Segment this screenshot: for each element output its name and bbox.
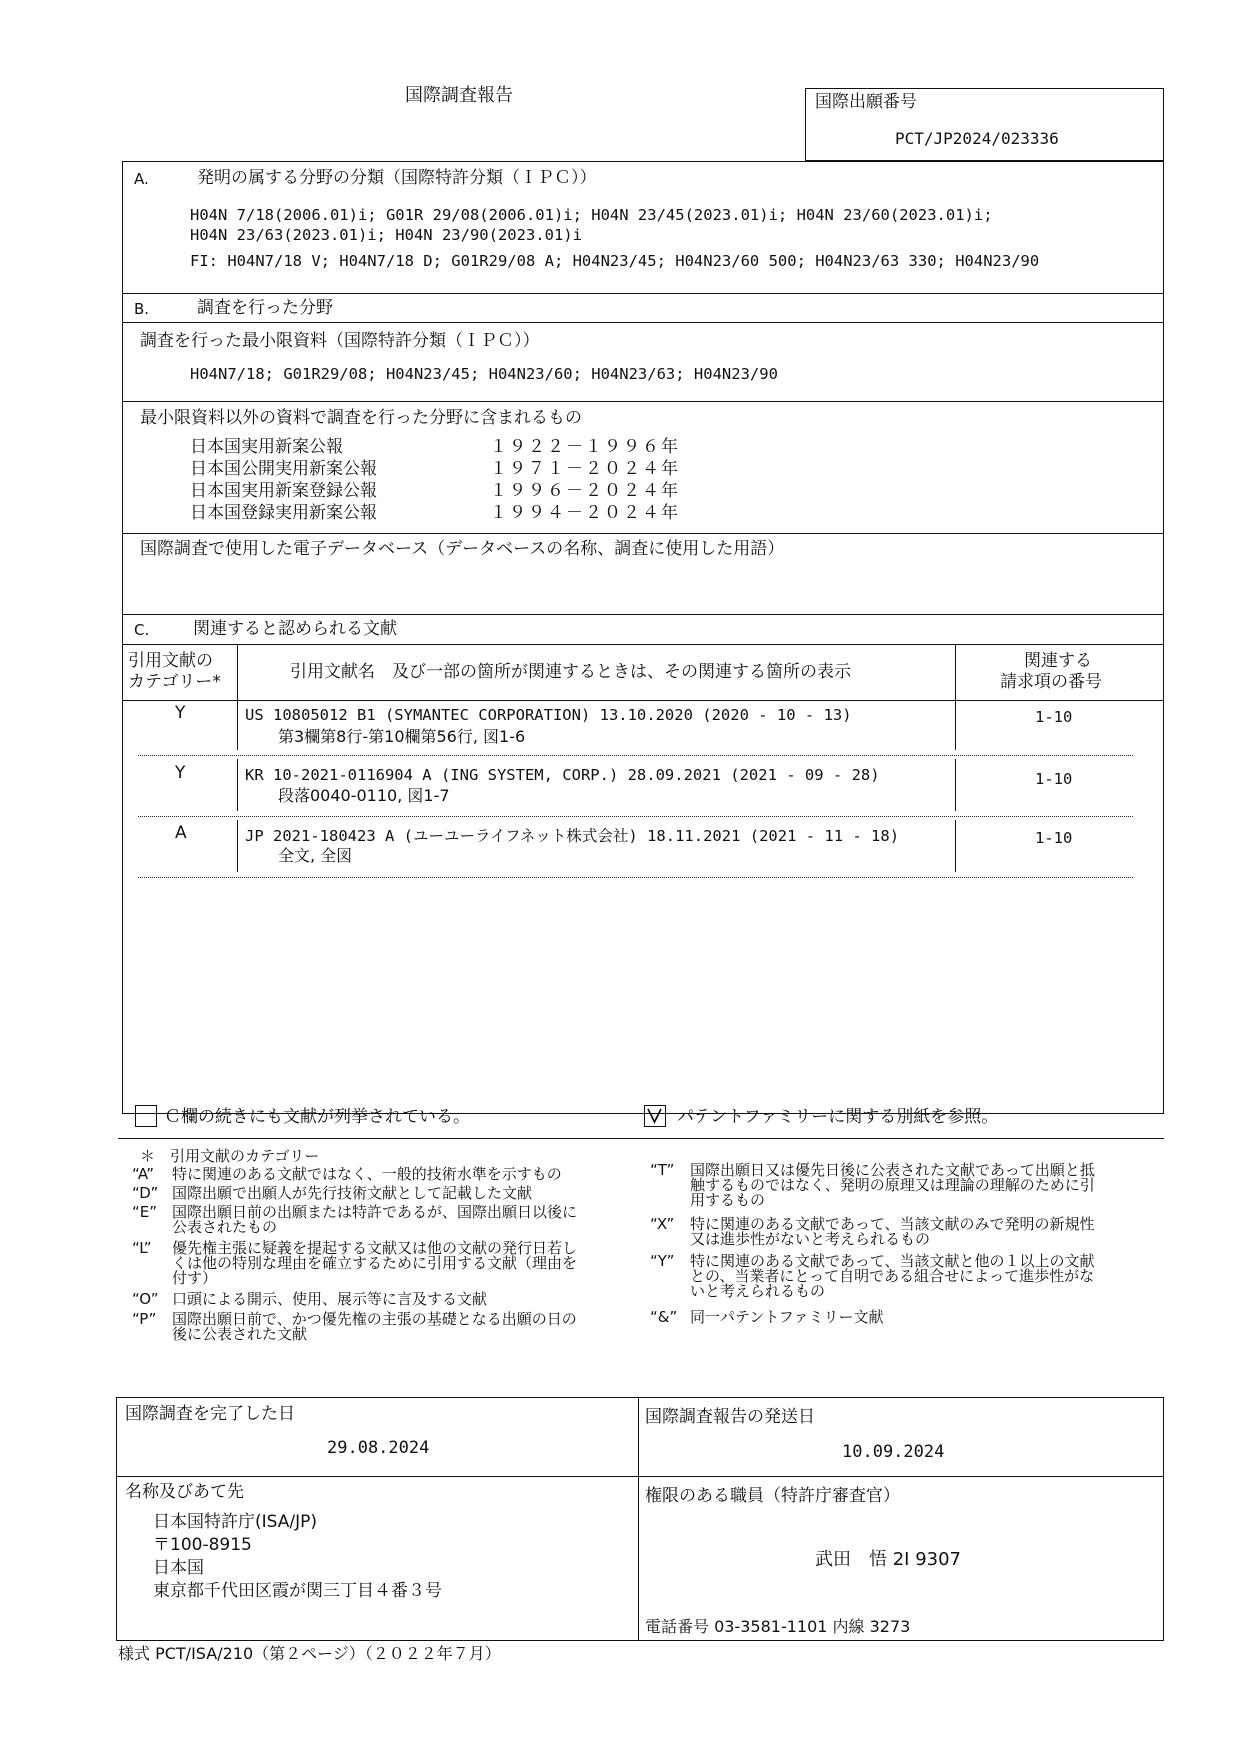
form-identifier: 様式 PCT/ISA/210（第２ページ）（２０２２年７月） xyxy=(118,1644,501,1663)
database-title: 国際調査で使用した電子データベース（データベースの名称、調査に使用した用語） xyxy=(140,539,785,559)
other-doc-years-2: １９７１－２０２４年 xyxy=(490,459,680,479)
legend-d-code: “D” xyxy=(132,1184,159,1202)
row3-divider-category xyxy=(237,820,238,872)
col-claims-line2: 請求項の番号 xyxy=(1000,672,1102,692)
fi-line: FI: H04N7/18 V; H04N7/18 D; G01R29/08 A; H04N23/45; H04N23/60 500; H04N23/63 330; H04N23/90 xyxy=(190,252,1040,270)
divider-b-c xyxy=(122,614,1164,615)
row2-citation: KR 10-2021-0116904 A (ING SYSTEM, CORP.) 28.09.2021 (2021 - 09 - 28) xyxy=(245,766,880,784)
legend-y-text-3: いと考えられるもの xyxy=(690,1282,826,1300)
col-category-line2: カテゴリー* xyxy=(128,672,221,692)
min-doc-codes: H04N7/18; G01R29/08; H04N23/45; H04N23/60; H04N23/63; H04N23/90 xyxy=(190,365,778,383)
legend-a-code: “A” xyxy=(132,1165,155,1183)
phone-number: 電話番号 03-3581-1101 内線 3273 xyxy=(645,1617,911,1636)
row2-divider-claims xyxy=(955,759,956,811)
legend-top-rule xyxy=(118,1138,1164,1139)
divider-b-title xyxy=(122,322,1164,323)
legend-a-text-1: 特に関連のある文献ではなく、一般的技術水準を示すもの xyxy=(172,1165,562,1183)
legend-x-text-2: 又は進歩性がないと考えられるもの xyxy=(690,1230,931,1248)
checkmark-icon xyxy=(645,1106,664,1125)
divider-min-doc xyxy=(122,401,1164,402)
officer-label: 権限のある職員（特許庁審査官） xyxy=(645,1486,900,1506)
report-title: 国際調査報告 xyxy=(405,85,513,106)
footer-row-divider xyxy=(116,1476,1164,1477)
row3-claims: 1-10 xyxy=(1035,829,1073,847)
other-doc-title: 最小限資料以外の資料で調査を行った分野に含まれるもの xyxy=(140,408,582,428)
legend-l-text-3: 付す） xyxy=(172,1269,218,1287)
row2-divider-category xyxy=(237,759,238,811)
legend-d-text-1: 国際出願で出願人が先行技術文献として記載した文献 xyxy=(172,1184,533,1202)
row3-passage: 全文, 全図 xyxy=(278,846,353,865)
legend-t-text-2: 触するものではなく、発明の原理又は理論の理解のために引 xyxy=(690,1176,1095,1194)
row3-divider-claims xyxy=(955,820,956,872)
legend-p-text-1: 国際出願日前で、かつ優先権の主張の基礎となる出願の日の xyxy=(172,1310,577,1328)
section-b-label: B. xyxy=(134,300,150,318)
legend-p-code: “P” xyxy=(132,1310,157,1328)
legend-x-text-1: 特に関連のある文献であって、当該文献のみで発明の新規性 xyxy=(690,1215,1095,1233)
col-divider-category xyxy=(237,644,238,700)
col-claims-line1: 関連する xyxy=(1024,651,1092,671)
address-line-2: 〒100-8915 xyxy=(153,1535,252,1555)
legend-l-text-1: 優先権主張に疑義を提起する文献又は他の文献の発行日若し xyxy=(172,1239,578,1257)
legend-heading: ＊ 引用文献のカテゴリー xyxy=(140,1147,320,1165)
legend-y-text-1: 特に関連のある文献であって、当該文献と他の１以上の文献 xyxy=(690,1252,1095,1270)
divider-other-doc xyxy=(122,533,1164,534)
address-line-4: 東京都千代田区霞が関三丁目４番３号 xyxy=(153,1581,442,1601)
legend-e-text-1: 国際出願日前の出願または特許であるが、国際出願日以後に xyxy=(172,1203,578,1221)
legend-t-text-1: 国際出願日又は優先日後に公表された文献であって出願と抵 xyxy=(690,1161,1095,1179)
c-continuation-label: Ｃ欄の続きにも文献が列挙されている。 xyxy=(164,1107,470,1127)
legend-o-text-1: 口頭による開示、使用、展示等に言及する文献 xyxy=(172,1290,488,1308)
legend-y-code: “Y” xyxy=(650,1252,675,1270)
row1-category: Y xyxy=(175,703,186,723)
legend-amp-code: “&” xyxy=(650,1308,678,1326)
legend-amp-text-1: 同一パテントファミリー文献 xyxy=(690,1308,884,1326)
ipc-line-2: H04N 23/63(2023.01)i; H04N 23/90(2023.01)i xyxy=(190,226,582,244)
application-number-label: 国際出願番号 xyxy=(815,92,917,112)
row1-separator xyxy=(138,755,1133,756)
row1-citation: US 10805012 B1 (SYMANTEC CORPORATION) 13.10.2020 (2020 - 10 - 13) xyxy=(245,706,852,724)
other-doc-name-3: 日本国実用新案登録公報 xyxy=(190,481,377,501)
other-doc-name-2: 日本国公開実用新案公報 xyxy=(190,459,377,479)
legend-l-code: “L” xyxy=(132,1239,152,1257)
application-number: PCT/JP2024/023336 xyxy=(895,129,1059,148)
row1-divider-category xyxy=(237,700,238,750)
legend-p-text-2: 後に公表された文献 xyxy=(172,1325,308,1343)
row2-claims: 1-10 xyxy=(1035,770,1073,788)
legend-x-code: “X” xyxy=(650,1215,675,1233)
other-doc-name-4: 日本国登録実用新案公報 xyxy=(190,503,377,523)
other-doc-years-1: １９２２－１９９６年 xyxy=(490,437,680,457)
completion-date-label: 国際調査を完了した日 xyxy=(125,1404,295,1424)
address-line-3: 日本国 xyxy=(153,1558,204,1578)
mailing-date-label: 国際調査報告の発送日 xyxy=(645,1407,815,1427)
legend-l-text-2: くは他の特別な理由を確立するために引用する文献（理由を xyxy=(172,1254,578,1272)
completion-date: 29.08.2024 xyxy=(327,1438,430,1458)
legend-t-code: “T” xyxy=(650,1161,675,1179)
officer-name: 武田 悟 2I 9307 xyxy=(815,1549,962,1570)
address-line-1: 日本国特許庁(ISA/JP) xyxy=(153,1512,318,1532)
legend-e-text-2: 公表されたもの xyxy=(172,1218,278,1236)
legend-t-text-3: 用するもの xyxy=(690,1191,766,1209)
ipc-line-1: H04N 7/18(2006.01)i; G01R 29/08(2006.01)i; H04N 23/45(2023.01)i; H04N 23/60(2023.01)i; xyxy=(190,206,993,224)
row3-category: A xyxy=(175,823,187,843)
legend-y-text-2: との、当業者にとって自明である組合せによって進歩性がな xyxy=(690,1267,1095,1285)
row3-citation: JP 2021-180423 A (ユーユーライフネット株式会社) 18.11.2021 (2021 - 11 - 18) xyxy=(245,827,900,845)
section-a-title: 発明の属する分野の分類（国際特許分類（ＩＰＣ）） xyxy=(197,168,597,188)
mailing-date: 10.09.2024 xyxy=(842,1442,945,1462)
col-divider-claims xyxy=(955,644,956,700)
divider-c-title xyxy=(122,644,1164,645)
row1-divider-claims xyxy=(955,700,956,750)
section-c-title: 関連すると認められる文献 xyxy=(193,619,397,639)
patent-family-label: パテントファミリーに関する別紙を参照。 xyxy=(677,1107,999,1127)
section-a-label: A. xyxy=(134,170,149,188)
row2-separator xyxy=(138,816,1133,817)
legend-o-code: “O” xyxy=(132,1290,159,1308)
other-doc-name-1: 日本国実用新案公報 xyxy=(190,437,343,457)
col-citation: 引用文献名 及び一部の箇所が関連するときは、その関連する箇所の表示 xyxy=(290,662,851,682)
c-continuation-checkbox[interactable] xyxy=(135,1105,157,1127)
row3-separator xyxy=(138,877,1133,878)
other-doc-years-3: １９９６－２０２４年 xyxy=(490,481,680,501)
row1-passage: 第3欄第8行-第10欄第56行, 図1-6 xyxy=(278,727,526,746)
footer-middle-divider xyxy=(638,1397,639,1641)
row1-claims: 1-10 xyxy=(1035,708,1073,726)
legend-e-code: “E” xyxy=(132,1203,158,1221)
section-b-title: 調査を行った分野 xyxy=(197,298,333,318)
header-row-divider xyxy=(122,700,1164,701)
address-label: 名称及びあて先 xyxy=(125,1482,244,1502)
other-doc-years-4: １９９４－２０２４年 xyxy=(490,503,680,523)
row2-passage: 段落0040-0110, 図1-7 xyxy=(278,786,450,805)
min-doc-title: 調査を行った最小限資料（国際特許分類（ＩＰＣ）） xyxy=(140,331,540,351)
patent-family-checkbox[interactable] xyxy=(644,1105,666,1127)
divider-a-b xyxy=(122,293,1164,294)
col-category-line1: 引用文献の xyxy=(128,651,213,671)
row2-category: Y xyxy=(175,763,186,783)
section-c-label: C. xyxy=(134,621,150,639)
